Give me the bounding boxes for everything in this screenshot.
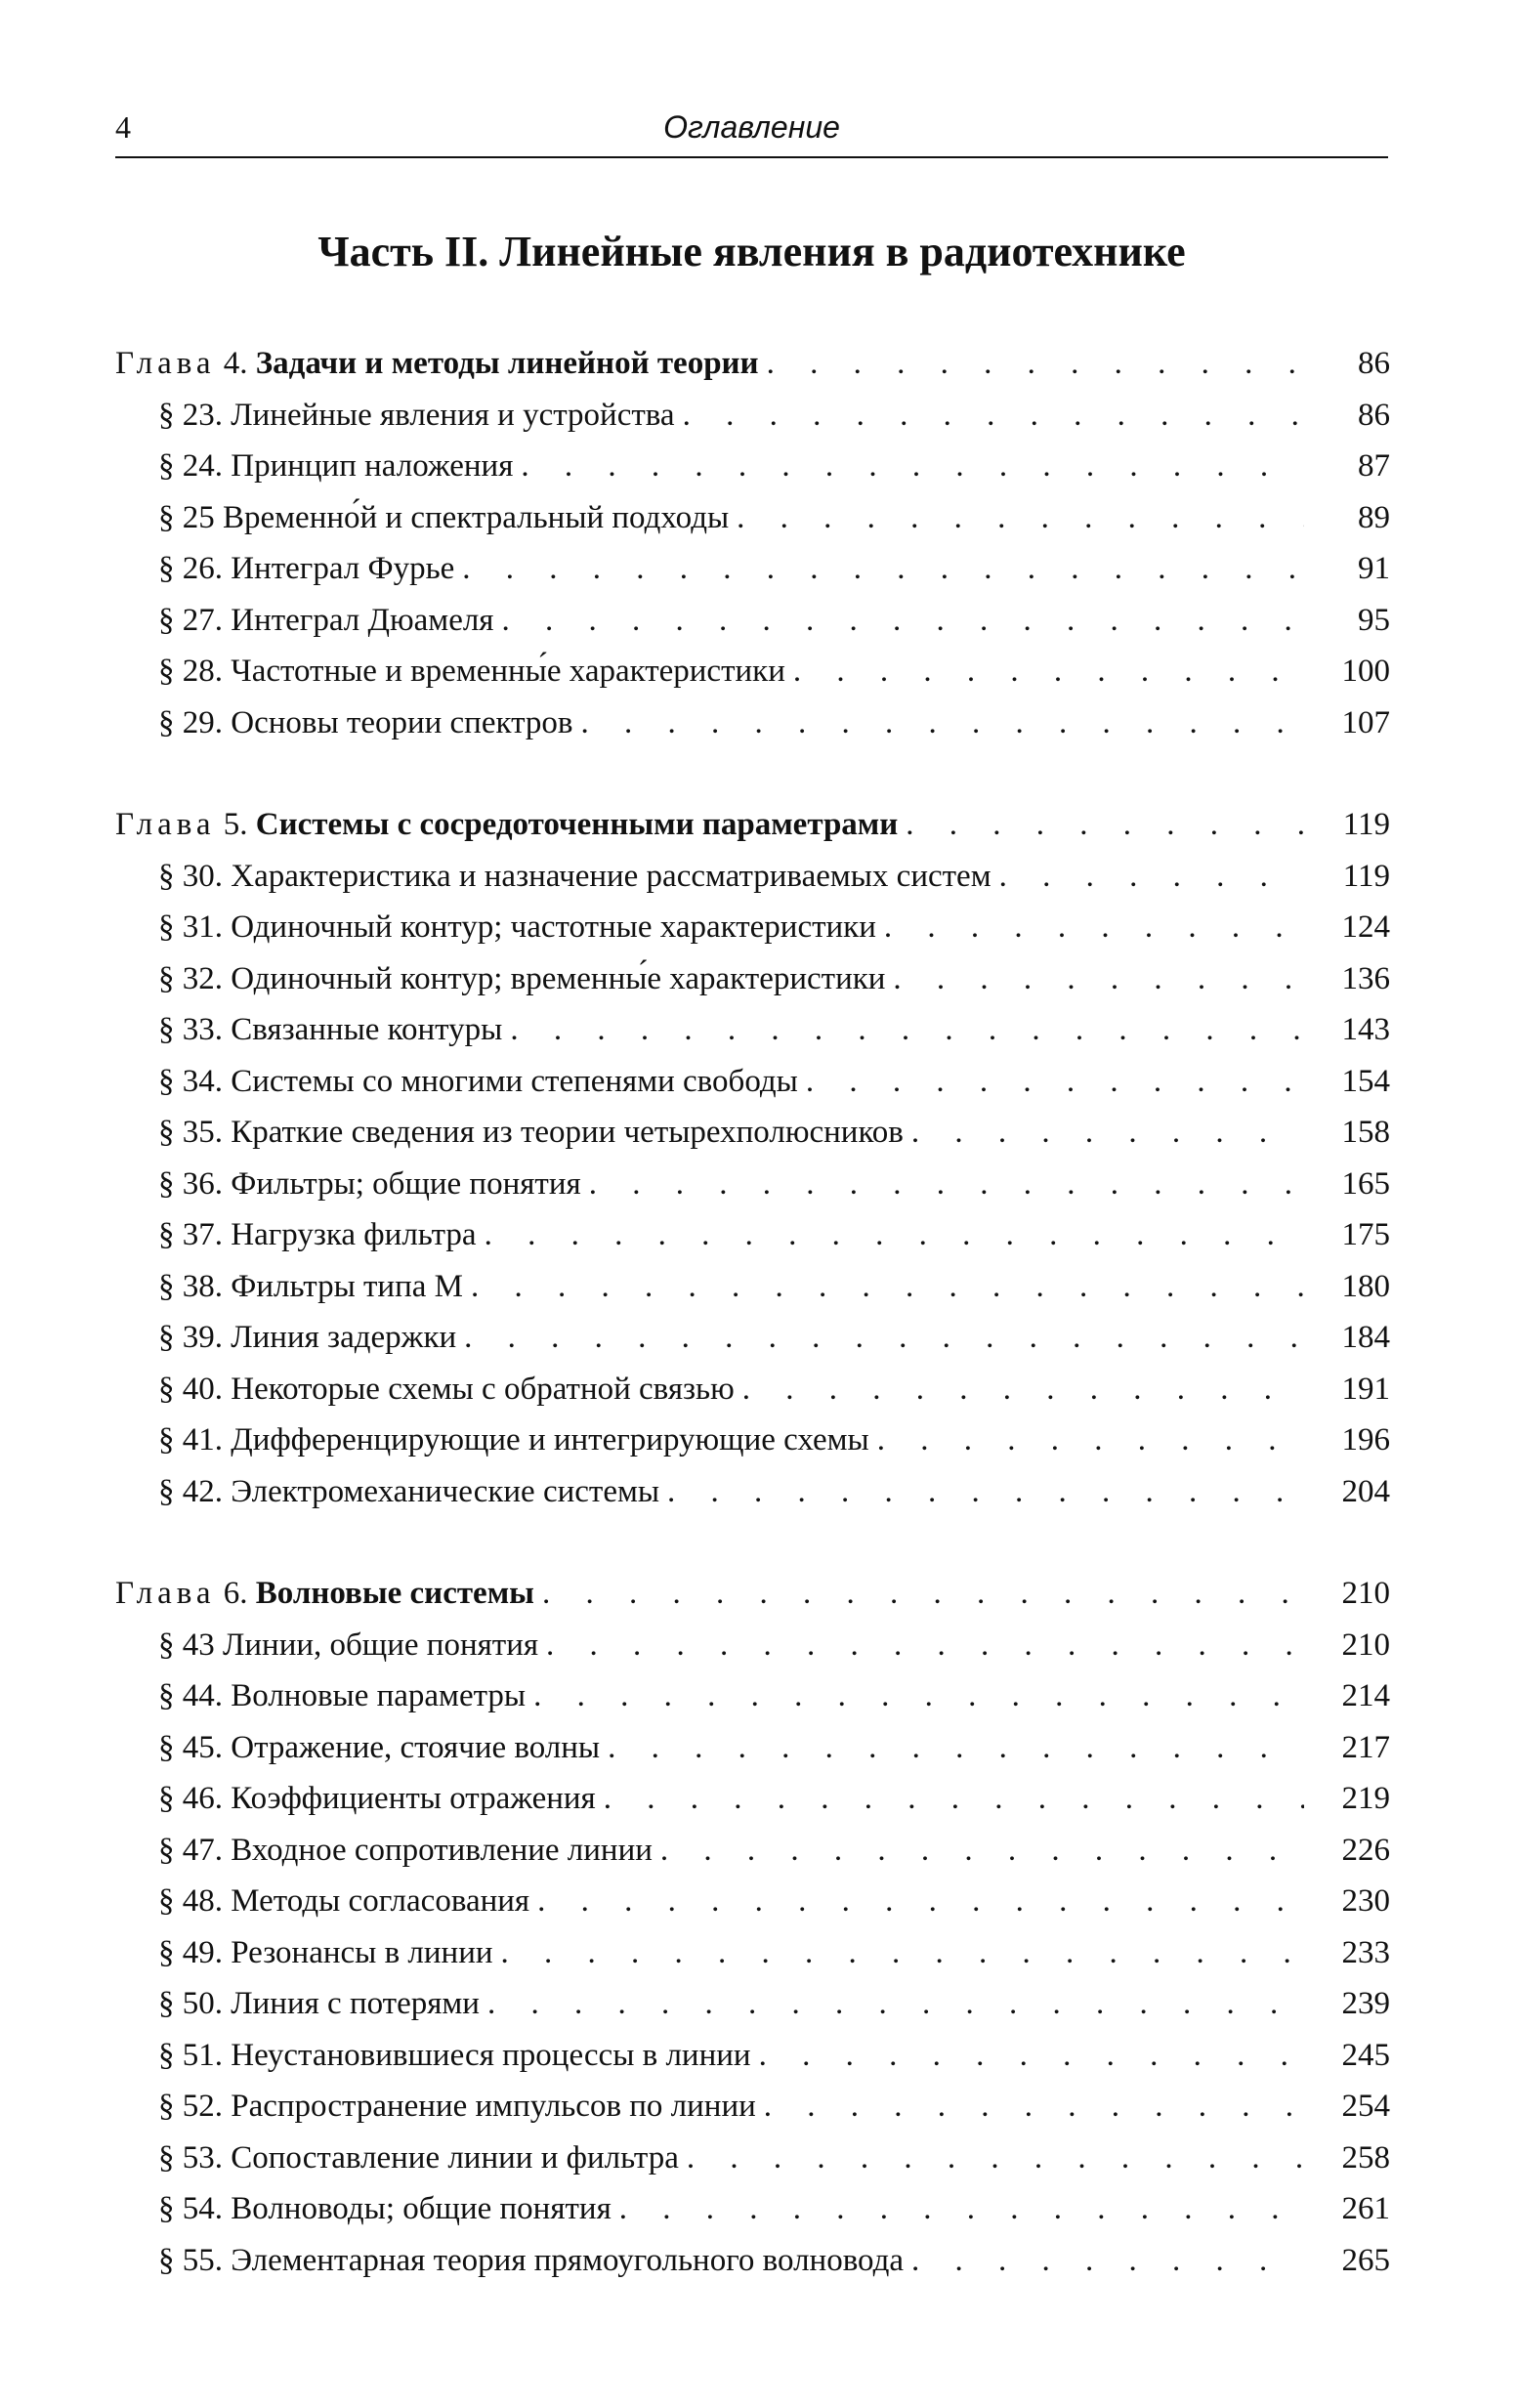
section-title: § 54. Волноводы; общие понятия	[158, 2191, 612, 2226]
dot-leader	[687, 2133, 1304, 2184]
dot-leader	[999, 851, 1304, 903]
section-page-number: 143	[1341, 1012, 1390, 1047]
dot-leader	[793, 646, 1304, 697]
dot-leader	[502, 595, 1305, 647]
section-title: § 38. Фильтры типа M	[158, 1268, 463, 1304]
toc-section-row	[115, 2081, 1390, 2133]
section-title: § 44. Волновые параметры	[158, 1678, 527, 1713]
section-title: § 36. Фильтры; общие понятия	[158, 1165, 581, 1202]
section-page-number: 175	[1341, 1217, 1390, 1252]
dot-leader	[893, 953, 1304, 1005]
toc-section-row	[115, 595, 1390, 647]
chapter-block	[115, 799, 1390, 1517]
chapter-block	[115, 338, 1390, 748]
dot-leader	[806, 1056, 1304, 1108]
chapter-label	[115, 338, 759, 390]
section-page-number: 204	[1341, 1473, 1390, 1509]
dot-leader	[589, 1159, 1304, 1210]
section-title: § 32. Одиночный контур; временны́е характеристики	[158, 960, 886, 996]
dot-leader	[464, 1312, 1304, 1364]
toc-section-row	[115, 492, 1390, 544]
section-page-number: 210	[1341, 1626, 1390, 1663]
dot-leader	[521, 441, 1304, 492]
section-title: § 26. Интеграл Фурье	[158, 551, 455, 586]
section-page-number: 239	[1341, 1986, 1390, 2021]
section-title: § 46. Коэффициенты отражения	[158, 1781, 596, 1816]
dot-leader	[510, 1004, 1304, 1056]
toc-section-row	[115, 1773, 1390, 1825]
toc-section-row	[115, 902, 1390, 953]
dot-leader	[911, 2235, 1304, 2287]
section-page-number: 119	[1342, 858, 1390, 894]
section-page-number: 261	[1341, 2191, 1390, 2226]
dot-leader	[501, 1927, 1304, 1979]
toc-section-row	[115, 1620, 1390, 1671]
dot-leader	[604, 1773, 1304, 1825]
toc-section-row	[115, 390, 1390, 442]
running-header	[115, 106, 1388, 158]
section-title: § 41. Дифференцирующие и интегрирующие схемы	[158, 1422, 869, 1457]
section-page-number: 107	[1341, 704, 1390, 740]
chapter-page-number: 119	[1342, 807, 1390, 842]
section-page-number: 184	[1341, 1320, 1390, 1355]
toc-section-row	[115, 1825, 1390, 1877]
chapter-label	[115, 1568, 534, 1620]
toc-section-row	[115, 1209, 1390, 1261]
section-title: § 31. Одиночный контур; частотные характеристики	[158, 909, 876, 945]
section-title: § 28. Частотные и временны́е характеристики	[158, 654, 785, 689]
dot-leader	[764, 2081, 1304, 2133]
part-title: Часть II. Линейные явления в радиотехнике	[317, 228, 1186, 275]
section-title: § 33. Связанные контуры	[158, 1012, 503, 1047]
toc-section-row	[115, 2235, 1390, 2287]
toc-section-row	[115, 1364, 1390, 1415]
toc-section-row	[115, 646, 1390, 697]
chapter-word: Глава	[115, 807, 216, 842]
section-title: § 47. Входное сопротивление линии	[158, 1832, 653, 1868]
section-title: § 42. Электромеханические системы	[158, 1473, 660, 1509]
toc-section-row	[115, 2133, 1390, 2184]
section-page-number: 219	[1341, 1781, 1390, 1816]
section-page-number: 165	[1341, 1165, 1390, 1202]
section-page-number: 217	[1341, 1729, 1390, 1765]
dot-leader	[742, 1364, 1304, 1415]
chapter-number: 4.	[223, 346, 248, 381]
chapter-title: Системы с сосредоточенными параметрами	[255, 807, 899, 842]
toc-section-row	[115, 1312, 1390, 1364]
section-title: § 50. Линия с потерями	[158, 1986, 480, 2021]
chapter-page-number: 86	[1358, 346, 1390, 381]
toc-section-row	[115, 1722, 1390, 1774]
toc-section-row	[115, 697, 1390, 749]
toc-section-row	[115, 1004, 1390, 1056]
section-title: § 48. Методы согласования	[158, 1883, 530, 1919]
section-title: § 53. Сопоставление линии и фильтра	[158, 2139, 679, 2176]
toc-section-row	[115, 953, 1390, 1005]
toc-section-row	[115, 441, 1390, 492]
section-page-number: 226	[1341, 1832, 1390, 1868]
section-title: § 35. Краткие сведения из теории четырехполюсников	[158, 1115, 904, 1150]
chapter-block	[115, 1568, 1390, 2286]
section-page-number: 258	[1341, 2139, 1390, 2176]
section-title: § 55. Элементарная теория прямоугольного волновода	[158, 2242, 905, 2278]
dot-leader	[608, 1722, 1304, 1774]
chapter-title: Задачи и методы линейной теории	[255, 346, 759, 381]
chapter-heading-row	[115, 338, 1390, 390]
chapter-word: Глава	[115, 346, 216, 381]
section-page-number: 89	[1358, 499, 1390, 535]
chapter-heading-row	[115, 799, 1390, 851]
section-title: § 43 Линии, общие понятия	[158, 1626, 539, 1663]
section-page-number: 180	[1341, 1268, 1390, 1304]
section-page-number: 196	[1341, 1422, 1390, 1457]
toc-section-row	[115, 1261, 1390, 1313]
toc-section-row	[115, 2183, 1390, 2235]
dot-leader	[471, 1261, 1304, 1313]
chapter-word: Глава	[115, 1576, 216, 1611]
dot-leader	[537, 1876, 1304, 1927]
section-page-number: 87	[1358, 448, 1390, 484]
section-title: § 40. Некоторые схемы с обратной связью	[158, 1371, 735, 1407]
toc-section-row	[115, 1978, 1390, 2030]
toc-section-row	[115, 1876, 1390, 1927]
dot-leader	[906, 799, 1304, 851]
section-title: § 29. Основы теории спектров	[158, 704, 573, 740]
dot-leader	[542, 1568, 1304, 1620]
toc-section-row	[115, 543, 1390, 595]
dot-leader	[737, 492, 1304, 544]
dot-leader	[911, 1107, 1304, 1159]
dot-leader	[581, 697, 1305, 749]
chapter-heading-row	[115, 1568, 1390, 1620]
section-title: § 24. Принцип наложения	[158, 448, 514, 484]
dot-leader	[884, 902, 1304, 953]
table-of-contents	[115, 338, 1390, 2337]
toc-section-row	[115, 1927, 1390, 1979]
section-page-number: 233	[1341, 1934, 1390, 1970]
dot-leader	[462, 543, 1304, 595]
chapter-label	[115, 799, 898, 851]
dot-leader	[877, 1415, 1304, 1466]
section-page-number: 265	[1341, 2242, 1390, 2278]
running-title: Оглавление	[663, 109, 840, 145]
dot-leader	[667, 1466, 1304, 1518]
section-page-number: 214	[1341, 1678, 1390, 1713]
dot-leader	[546, 1620, 1304, 1671]
section-page-number: 154	[1341, 1063, 1390, 1099]
toc-section-row	[115, 1415, 1390, 1466]
dot-leader	[485, 1209, 1304, 1261]
chapter-title: Волновые системы	[255, 1576, 534, 1611]
chapter-number: 5.	[223, 807, 248, 842]
chapter-page-number: 210	[1341, 1576, 1390, 1611]
section-page-number: 86	[1358, 397, 1390, 433]
section-page-number: 100	[1341, 654, 1390, 689]
section-page-number: 95	[1358, 602, 1390, 638]
section-page-number: 245	[1341, 2037, 1390, 2073]
toc-section-row	[115, 1670, 1390, 1722]
dot-leader	[660, 1825, 1304, 1877]
page-number: 4	[115, 109, 131, 145]
toc-section-row	[115, 1056, 1390, 1108]
section-title: § 25 Временно́й и спектральный подходы	[158, 499, 730, 535]
dot-leader	[759, 2030, 1304, 2082]
section-title: § 30. Характеристика и назначение рассматриваемых систем	[158, 858, 992, 894]
section-title: § 51. Неустановившиеся процессы в линии	[158, 2037, 751, 2073]
dot-leader	[683, 390, 1304, 442]
section-page-number: 124	[1341, 909, 1390, 945]
toc-section-row	[115, 1466, 1390, 1518]
toc-section-row	[115, 1159, 1390, 1210]
dot-leader	[533, 1670, 1304, 1722]
chapter-number: 6.	[223, 1576, 248, 1611]
dot-leader	[767, 338, 1304, 390]
section-page-number: 254	[1341, 2089, 1390, 2124]
section-title: § 49. Резонансы в линии	[158, 1934, 493, 1970]
section-title: § 34. Системы со многими степенями свободы	[158, 1063, 798, 1099]
section-page-number: 91	[1358, 551, 1390, 586]
toc-section-row	[115, 2030, 1390, 2082]
dot-leader	[619, 2183, 1304, 2235]
section-title: § 23. Линейные явления и устройства	[158, 397, 675, 433]
dot-leader	[487, 1978, 1304, 2030]
section-page-number: 136	[1341, 960, 1390, 996]
section-title: § 27. Интеграл Дюамеля	[158, 602, 494, 638]
section-title: § 52. Распространение импульсов по линии	[158, 2089, 756, 2124]
section-page-number: 158	[1341, 1115, 1390, 1150]
section-page-number: 230	[1341, 1883, 1390, 1919]
section-title: § 39. Линия задержки	[158, 1320, 457, 1355]
section-page-number: 191	[1341, 1371, 1390, 1407]
toc-section-row	[115, 1107, 1390, 1159]
section-title: § 37. Нагрузка фильтра	[158, 1217, 477, 1252]
toc-section-row	[115, 851, 1390, 903]
section-title: § 45. Отражение, стоячие волны	[158, 1729, 601, 1765]
